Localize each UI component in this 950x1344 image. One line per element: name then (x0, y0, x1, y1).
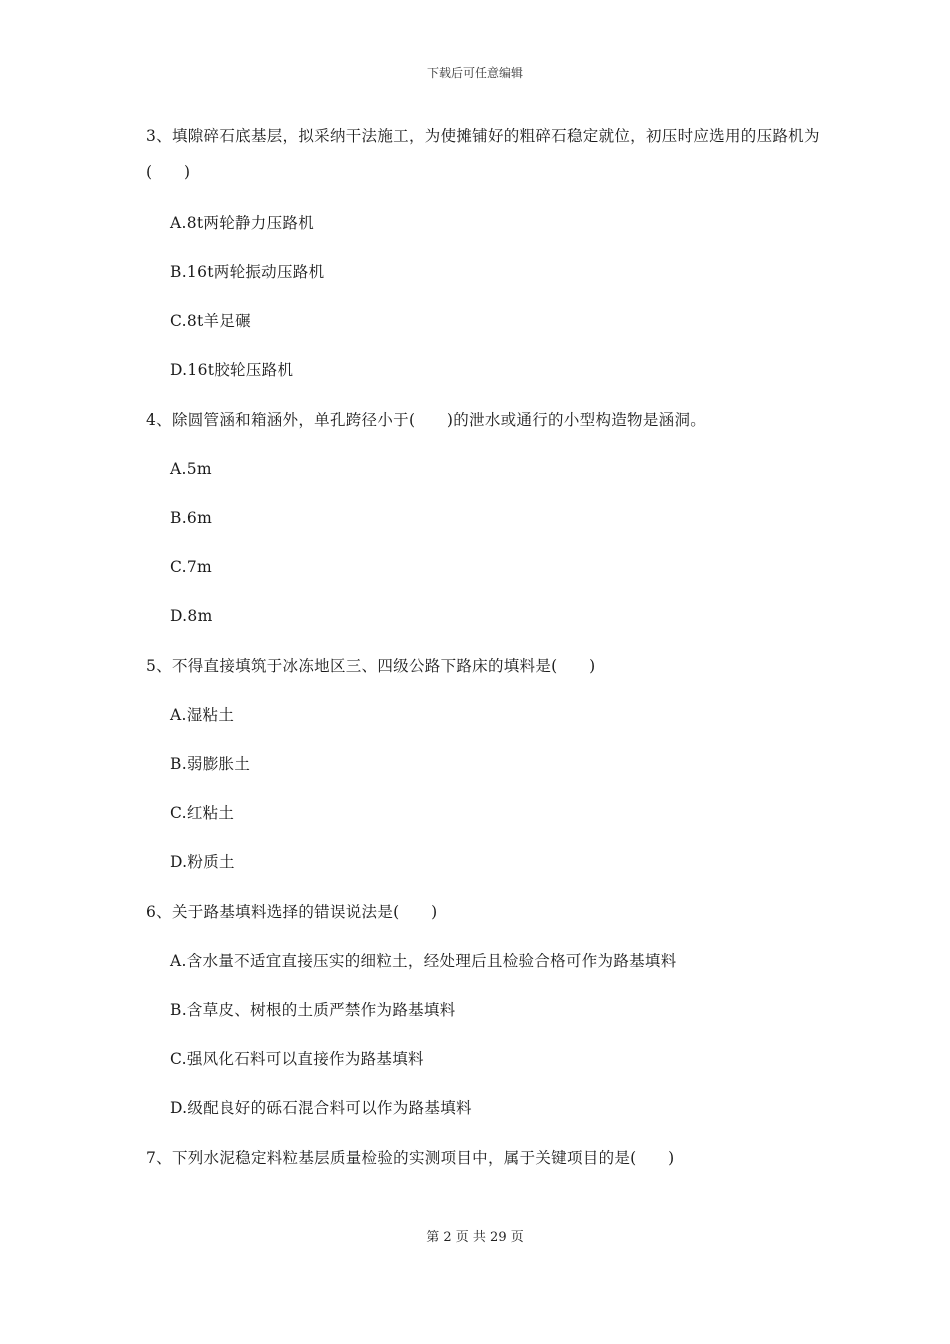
option-3c: C.8t羊足碾 (170, 312, 251, 330)
option-6c: C.强风化石料可以直接作为路基填料 (170, 1050, 424, 1068)
option-6a: A.含水量不适宜直接压实的细粒土，经处理后且检验合格可作为路基填料 (170, 952, 677, 970)
option-3d: D.16t胶轮压路机 (170, 361, 294, 379)
option-6d: D.级配良好的砾石混合料可以作为路基填料 (170, 1099, 472, 1117)
question-3: 3、填隙碎石底基层，拟采纳干法施工，为使摊铺好的粗碎石稳定就位，初压时应选用的压路机为( ) (146, 127, 820, 181)
option-4c: C.7m (170, 558, 212, 576)
option-5b: B.弱膨胀土 (170, 755, 251, 773)
option-5c: C.红粘土 (170, 804, 235, 822)
page-header: 下载后可任意编辑 (426, 66, 523, 80)
option-3b: B.16t两轮振动压路机 (170, 263, 325, 281)
question-7: 7、下列水泥稳定料粒基层质量检验的实测项目中，属于关键项目的是( ) (146, 1149, 675, 1167)
option-5a: A.湿粘土 (170, 706, 235, 724)
question-6: 6、关于路基填料选择的错误说法是( ) (146, 903, 438, 921)
option-4d: D.8m (170, 607, 213, 625)
option-4a: A.5m (170, 460, 212, 478)
question-4: 4、除圆管涵和箱涵外，单孔跨径小于( )的泄水或通行的小型构造物是涵洞。 (146, 411, 707, 429)
option-4b: B.6m (170, 509, 213, 527)
question-5: 5、不得直接填筑于冰冻地区三、四级公路下路床的填料是( ) (146, 657, 596, 675)
page-footer: 第 2 页 共 29 页 (426, 1230, 524, 1245)
option-6b: B.含草皮、树根的土质严禁作为路基填料 (170, 1001, 456, 1019)
option-5d: D.粉质土 (170, 853, 235, 871)
option-3a: A.8t两轮静力压路机 (170, 214, 315, 232)
